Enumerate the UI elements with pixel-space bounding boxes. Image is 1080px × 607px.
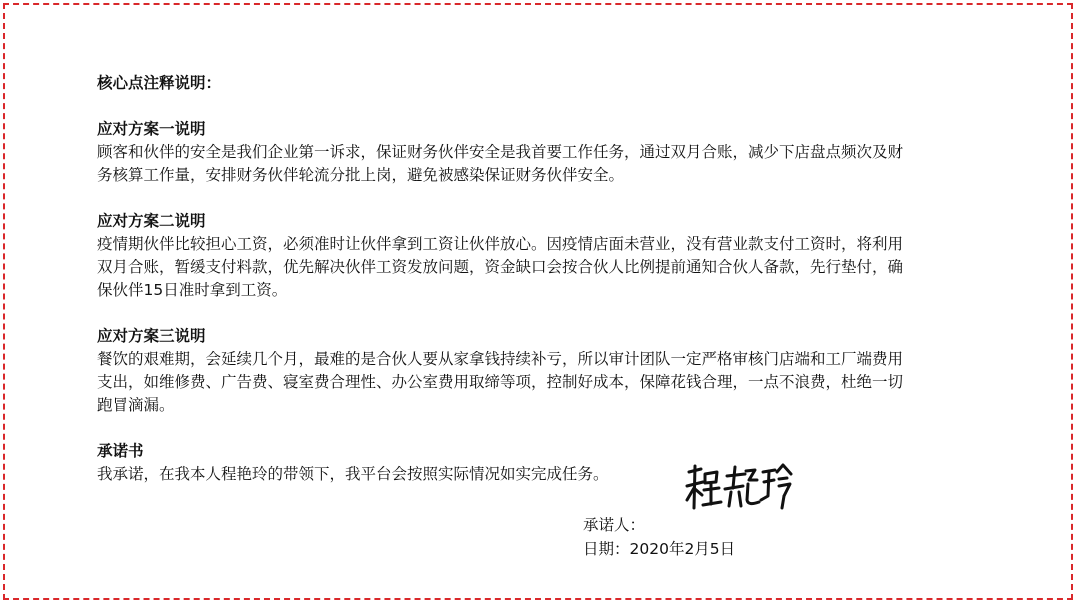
handwritten-signature — [683, 462, 798, 514]
section-line: 我承诺，在我本人程艳玲的带领下，我平台会按照实际情况如实完成任务。 — [97, 465, 609, 483]
section-plan-1 — [97, 118, 987, 187]
section-line: 保伙伴15日准时拿到工资。 — [97, 281, 288, 299]
section-title: 承诺书 — [97, 442, 144, 460]
section-title: 应对方案一说明 — [97, 120, 206, 138]
document-heading: 核心点注释说明： — [97, 74, 222, 92]
section-line: 双月合账，暂缓支付料款，优先解决伙伴工资发放问题，资金缺口会按合伙人比例提前通知合伙人备款，先行垫付，确 — [97, 258, 904, 276]
section-line: 支出，如维修费、广告费、寝室费合理性、办公室费用取缔等项，控制好成本，保障花钱合理，一点不浪费，杜绝一切 — [97, 373, 904, 391]
section-line: 务核算工作量，安排财务伙伴轮流分批上岗，避免被感染保证财务伙伴安全。 — [97, 166, 625, 184]
section-title: 应对方案三说明 — [97, 327, 206, 345]
section-plan-2 — [97, 210, 987, 302]
promiser-label: 承诺人： — [583, 516, 646, 534]
section-title: 应对方案二说明 — [97, 212, 206, 230]
date-label: 日期：2020年2月5日 — [583, 540, 736, 558]
section-line: 餐饮的艰难期，会延续几个月，最难的是合伙人要从家拿钱持续补亏，所以审计团队一定严格审核门店端和工厂端费用 — [97, 350, 904, 368]
section-plan-3 — [97, 325, 987, 417]
section-commitment — [97, 440, 987, 486]
section-line: 疫情期伙伴比较担心工资，必须准时让伙伴拿到工资让伙伴放心。因疫情店面未营业，没有营业款支付工资时，将利用 — [97, 235, 904, 253]
document-body — [97, 72, 987, 486]
signature-block — [583, 513, 735, 561]
section-line: 跑冒滴漏。 — [97, 396, 175, 414]
section-line: 顾客和伙伴的安全是我们企业第一诉求，保证财务伙伴安全是我首要工作任务，通过双月合账，减少下店盘点频次及财 — [97, 143, 904, 161]
